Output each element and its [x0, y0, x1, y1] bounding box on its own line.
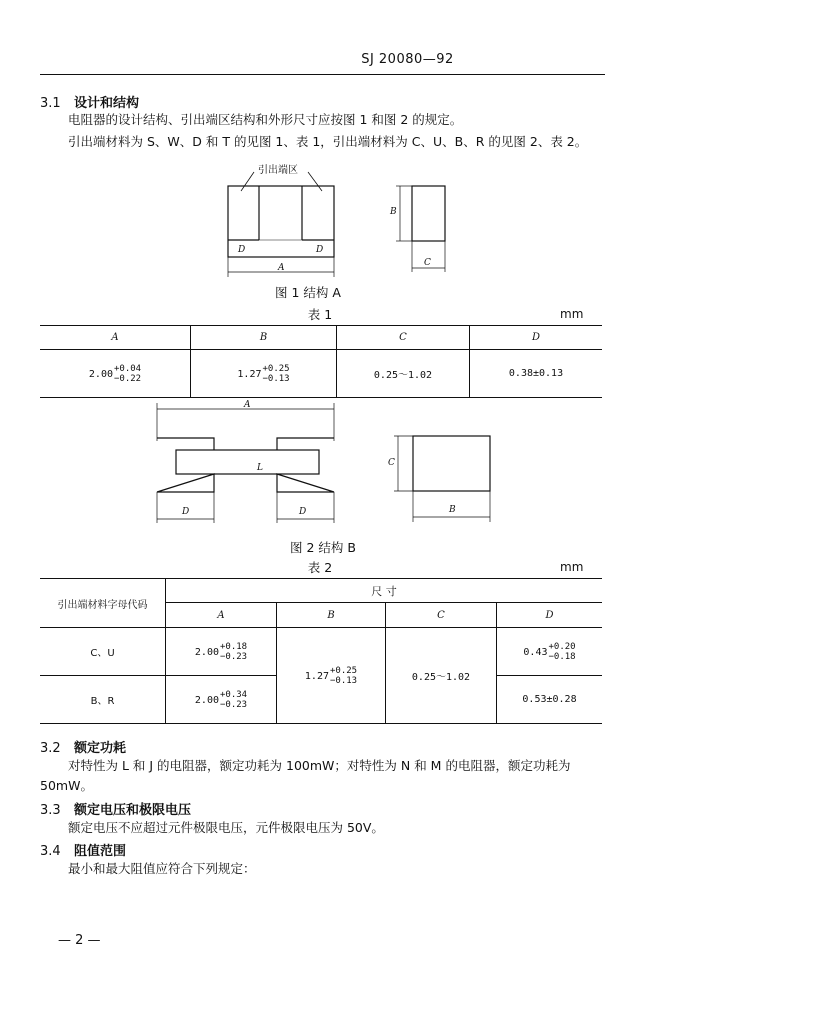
t2-code-cu: C、U: [40, 628, 166, 676]
fig1-label-c: C: [424, 258, 431, 268]
figure-2-caption: 图 2 结构 B: [290, 540, 356, 555]
fig2-side-body: [413, 436, 490, 491]
section-3-2-line2: 50mW。: [40, 778, 93, 793]
table-2-group-row: [40, 579, 602, 603]
table-1-header-row: [40, 326, 602, 350]
section-title: 阻值范围: [74, 844, 127, 859]
t2-row-header: 引出端材料字母代码: [40, 579, 166, 628]
t2-cell-b-shared: [277, 628, 386, 724]
section-3-3-line1: 额定电压不应超过元件极限电压，元件极限电压为 50V。: [68, 820, 384, 835]
section-3-2-line1: 对特性为 L 和 J 的电阻器，额定功耗为 100mW；对特性为 N 和 M 的电阻器，额定功耗为: [68, 758, 571, 773]
fig2-label-c: C: [388, 458, 395, 468]
section-3-4-line1: 最小和最大阻值应符合下列规定：: [68, 861, 256, 876]
t2-cell-d-br: 0.53±0.28: [522, 694, 577, 705]
t2-a-tolerance: [220, 642, 247, 662]
section-number: 3.4: [40, 844, 61, 859]
document-code: SJ 20080—92: [361, 52, 454, 67]
t2-header-a: A: [166, 603, 277, 628]
section-number: 3.2: [40, 741, 61, 756]
t2-header-b: B: [277, 603, 386, 628]
t1-cell-a: [40, 350, 191, 398]
page-number: — 2 —: [58, 933, 101, 948]
section-number: 3.1: [40, 96, 61, 111]
t2-d-plus: +0.20: [548, 641, 576, 652]
fig2-label-l: L: [257, 463, 263, 473]
fig2-center-body: [176, 450, 319, 474]
t2-a-nominal-br: 2.00: [194, 694, 219, 706]
t1-a-nominal: 2.00: [88, 368, 113, 380]
t2-header-c: C: [386, 603, 497, 628]
table-1: [40, 325, 602, 398]
section-3-3-heading: [40, 799, 191, 818]
t1-a-tolerance: [114, 364, 141, 384]
table-1-caption: 表 1: [307, 307, 333, 322]
t2-group-header: 尺 寸: [166, 579, 603, 603]
t2-a-minus-br: −0.23: [220, 699, 248, 710]
section-title: 设计和结构: [74, 96, 140, 111]
fig2-right-terminal: [277, 438, 334, 492]
section-title: 额定功耗: [74, 741, 127, 756]
t2-a-minus: −0.23: [220, 651, 248, 662]
t2-d-tolerance: [549, 642, 576, 662]
t2-header-d: D: [545, 609, 554, 621]
table-2-unit: mm: [560, 560, 584, 574]
fig2-label-d-right: D: [299, 507, 307, 517]
t2-a-plus: +0.18: [220, 641, 248, 652]
t1-cell-d: 0.38±0.13: [508, 368, 564, 379]
t2-a-plus-br: +0.34: [220, 689, 248, 700]
section-3-1-line2: 引出端材料为 S、W、D 和 T 的见图 1、表 1，引出端材料为 C、U、B、R 的见图 2、表 2。: [68, 134, 588, 149]
table-2-caption: 表 2: [307, 560, 333, 575]
t2-a-nominal: 2.00: [194, 646, 219, 658]
section-number: 3.3: [40, 803, 61, 818]
t1-header-a: A: [40, 326, 191, 350]
section-3-4-heading: [40, 840, 126, 859]
t2-cell-a-cu: [166, 628, 277, 676]
t1-cell-b: [191, 350, 337, 398]
t1-b-tolerance: [263, 364, 290, 384]
fig2-label-d-left: D: [182, 507, 190, 517]
fig1-callout-label: 引出端区: [258, 165, 298, 176]
fig2-left-terminal: [157, 438, 214, 492]
t2-cell-a-br: [166, 676, 277, 724]
t1-a-plus: +0.04: [114, 363, 142, 374]
figure-1-caption: 图 1 结构 A: [275, 285, 341, 300]
t1-b-nominal: 1.27: [237, 368, 262, 380]
t2-d-nominal: 0.43: [523, 646, 548, 658]
t2-d-minus: −0.18: [548, 651, 576, 662]
t2-code-br: B、R: [40, 676, 166, 724]
t1-a-minus: −0.22: [114, 373, 142, 384]
fig1-label-a: A: [278, 263, 285, 273]
fig2-label-a: A: [244, 400, 251, 410]
t1-header-b: B: [191, 326, 337, 350]
t1-b-minus: −0.13: [262, 373, 290, 384]
t2-a-tolerance-br: [220, 690, 247, 710]
t2-cell-c-shared: 0.25～1.02: [386, 628, 497, 724]
t1-cell-c: 0.25～1.02: [337, 350, 470, 398]
section-3-2-heading: [40, 737, 126, 756]
fig1-label-d-right: D: [316, 245, 324, 255]
figure-1-structure-a: [0, 0, 815, 300]
t2-cell-d-cu: [497, 628, 603, 676]
section-3-1-line1: 电阻器的设计结构、引出端区结构和外形尺寸应按图 1 和图 2 的规定。: [68, 112, 463, 127]
t2-b-minus: −0.13: [330, 675, 358, 686]
table-1-unit: mm: [560, 307, 584, 321]
t2-b-nominal: 1.27: [304, 670, 329, 682]
figure-2-structure-b: [0, 395, 815, 530]
fig1-label-b: B: [390, 207, 397, 217]
fig2-label-b: B: [449, 505, 456, 515]
t2-b-tolerance: [330, 666, 357, 686]
table-2-row-cu: [40, 628, 602, 676]
t1-header-d: D: [531, 332, 541, 343]
t1-b-plus: +0.25: [262, 363, 290, 374]
t1-header-c: C: [337, 326, 470, 350]
section-title: 额定电压和极限电压: [74, 803, 192, 818]
fig1-side-body: [412, 186, 445, 241]
fig1-label-d-left: D: [238, 245, 246, 255]
table-1-row: [40, 350, 602, 398]
table-2: [40, 578, 602, 724]
t2-b-plus: +0.25: [330, 665, 358, 676]
